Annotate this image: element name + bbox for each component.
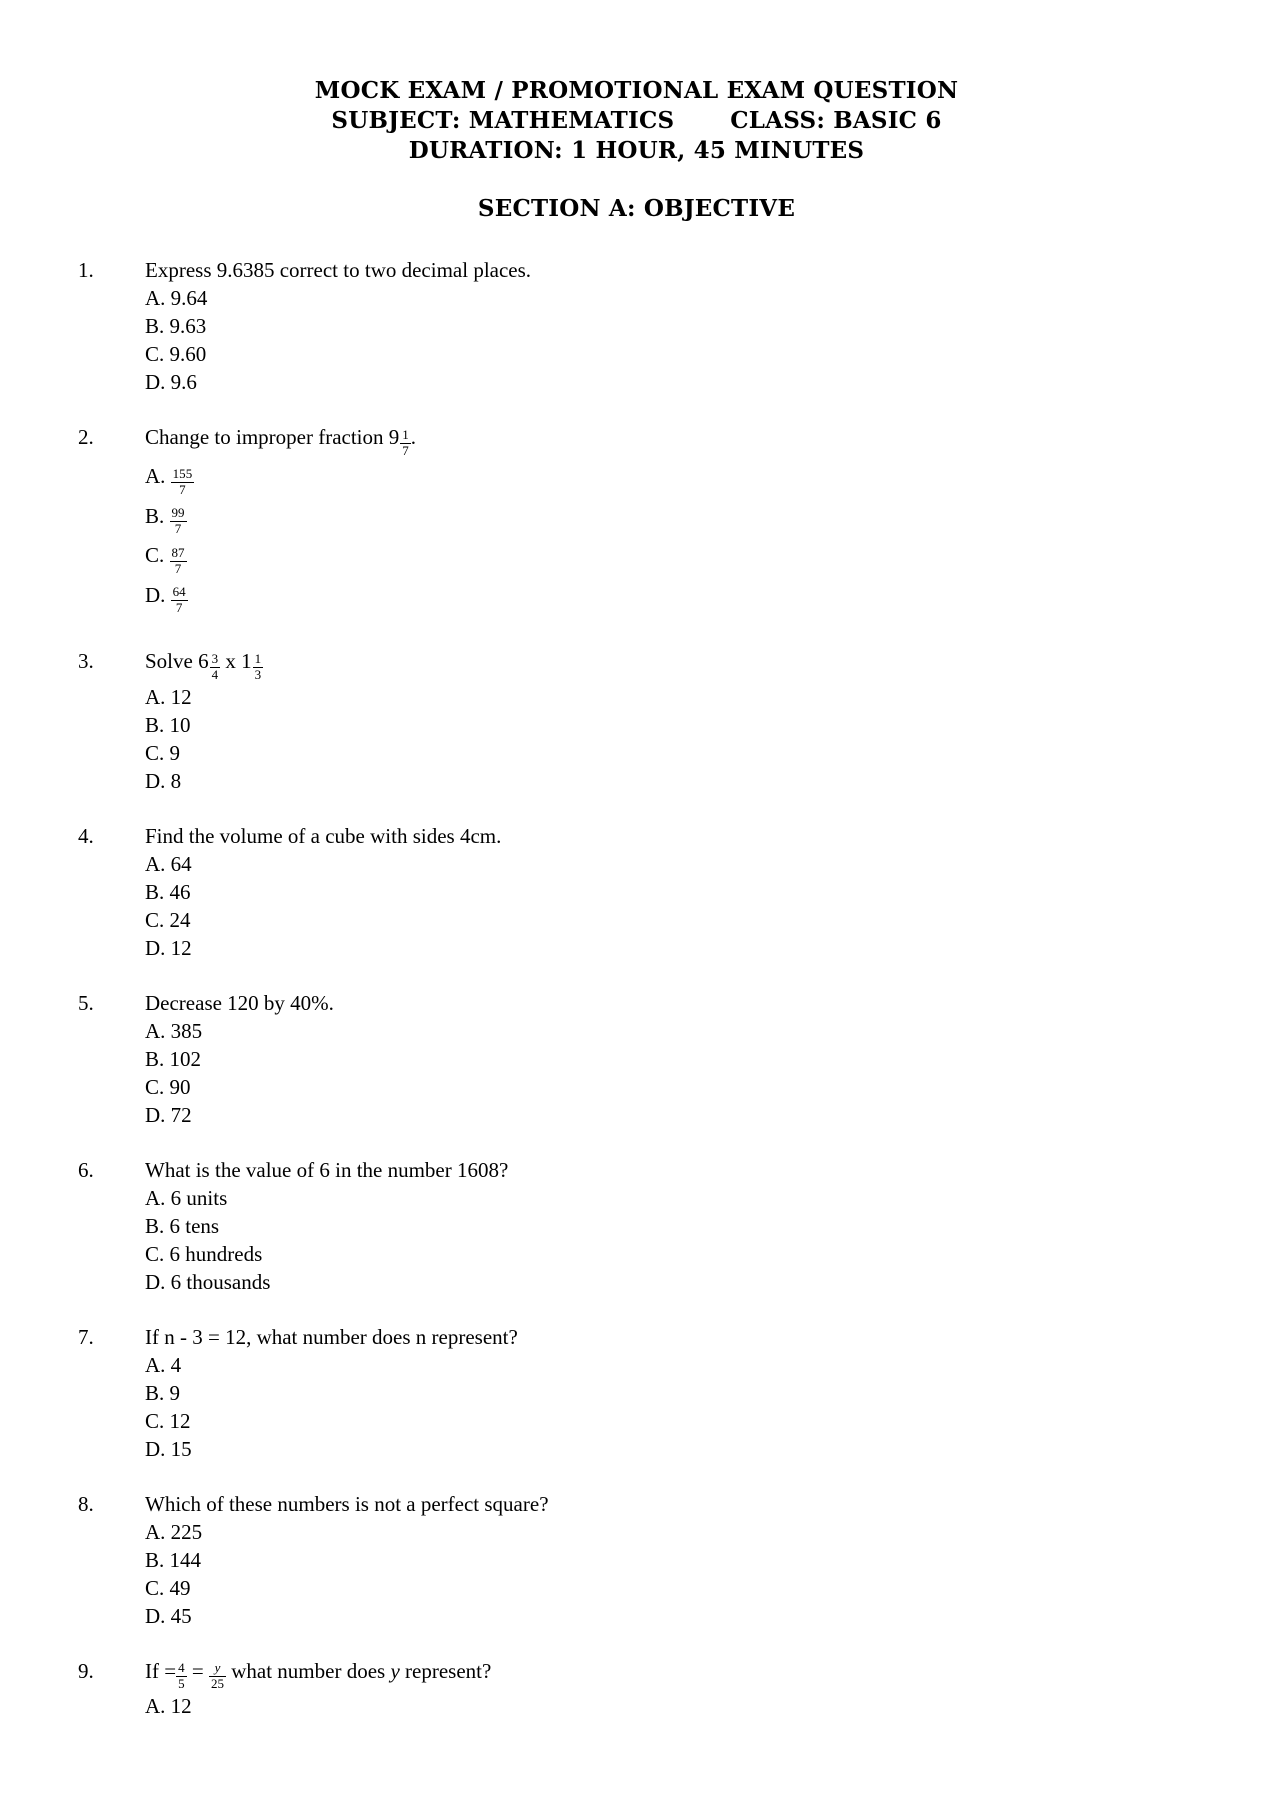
option-label: B. (145, 503, 165, 528)
answer-option: D. 15 (145, 1436, 192, 1461)
fraction (170, 506, 187, 537)
option-label: D. (145, 1603, 166, 1628)
question-number: 8. (78, 1491, 94, 1516)
question (0, 423, 1213, 620)
fraction-denominator: 4 (211, 666, 219, 682)
option-label: B. (145, 1046, 165, 1071)
answer-option: A. 385 (145, 1018, 203, 1043)
option-label: B. (145, 712, 165, 737)
answer-option (145, 541, 1213, 576)
answer-option: A. 225 (145, 1519, 203, 1544)
fraction-numerator: y (214, 1660, 221, 1676)
question-number: 5. (78, 990, 94, 1015)
answer-option: C. 9.60 (145, 342, 207, 366)
question (0, 822, 1213, 962)
option-label: C. (145, 342, 165, 366)
option-label: B. (145, 314, 165, 338)
option-label: C. (145, 740, 165, 765)
mixed-number (241, 649, 263, 682)
option-label: A. (145, 1694, 166, 1719)
question-stem: If n - 3 = 12, what number does n represent? (145, 1324, 518, 1349)
option-label: B. (145, 1213, 165, 1238)
question-number: 2. (78, 425, 94, 449)
whole-number: 1 (241, 649, 252, 674)
fraction (253, 652, 264, 683)
question-body (145, 1323, 1213, 1463)
option-label: A. (145, 464, 166, 489)
answer-option: D. 8 (145, 768, 182, 793)
answer-option: C. 9 (145, 740, 181, 765)
answer-option: C. 6 hundreds (145, 1241, 263, 1266)
question-list (0, 256, 1273, 1720)
fraction-numerator: 87 (171, 544, 185, 560)
answer-option: C. 49 (145, 1575, 191, 1600)
fraction-numerator: 64 (172, 584, 186, 600)
question (0, 1323, 1213, 1463)
fraction (171, 585, 188, 616)
fraction-denominator: 5 (178, 1676, 185, 1692)
class-label: CLASS: BASIC 6 (730, 107, 942, 134)
subject-label: SUBJECT: MATHEMATICS (331, 107, 675, 134)
option-label: B. (145, 879, 165, 904)
variable: y (390, 1658, 400, 1683)
whole-number: 9 (388, 425, 400, 449)
question (0, 1156, 1213, 1296)
fraction-denominator: 7 (402, 442, 409, 458)
mixed-number (388, 425, 411, 458)
question (0, 647, 1213, 794)
option-label: B. (145, 1380, 165, 1405)
answer-option (145, 462, 1213, 497)
option-label: D. (145, 1102, 166, 1127)
answer-option: B. 102 (145, 1046, 202, 1071)
option-label: A. (145, 1185, 166, 1210)
option-label: D. (145, 1269, 166, 1294)
answer-option: D. 9.6 (145, 370, 197, 394)
answer-option: C. 12 (145, 1408, 191, 1433)
answer-option: D. 12 (145, 935, 192, 960)
option-label: A. (145, 684, 166, 709)
fraction-numerator: 99 (171, 505, 185, 521)
answer-option: B. 144 (145, 1547, 202, 1572)
fraction-numerator: 155 (172, 466, 193, 481)
option-label: D. (145, 1436, 166, 1461)
question-body (145, 822, 1213, 962)
option-label: A. (145, 286, 166, 310)
fraction-numerator: 4 (178, 1660, 185, 1676)
question-stem: Which of these numbers is not a perfect square? (145, 1491, 549, 1516)
question-number: 9. (78, 1658, 94, 1683)
fraction-denominator: 25 (210, 1676, 224, 1692)
subject-class-line (0, 106, 1273, 136)
option-label: D. (145, 370, 166, 394)
question-body (145, 423, 1213, 620)
question-stem: Find the volume of a cube with sides 4cm. (145, 823, 502, 848)
fraction (210, 652, 221, 683)
duration-label: DURATION: 1 HOUR, 45 MINUTES (408, 137, 865, 164)
answer-option: B. 9.63 (145, 314, 207, 338)
question-body (145, 1490, 1213, 1630)
fraction (170, 546, 187, 577)
question-stem: Decrease 120 by 40%. (145, 990, 334, 1015)
mixed-number (198, 649, 220, 682)
answer-option: A. 6 units (145, 1185, 228, 1210)
question-number: 6. (78, 1157, 94, 1182)
answer-option (145, 502, 1213, 537)
question (0, 1490, 1213, 1630)
exam-title: MOCK EXAM / PROMOTIONAL EXAM QUESTION (314, 77, 959, 104)
question-number: 3. (78, 649, 94, 674)
fraction (171, 467, 195, 498)
section-title: SECTION A: OBJECTIVE (477, 195, 796, 222)
answer-option (145, 581, 1213, 616)
option-label: A. (145, 851, 166, 876)
question-body (145, 1156, 1213, 1296)
question-stem: Solve 6 $\frac{3}{4}$ x 1 $\frac{1}{3}$ (145, 649, 262, 682)
answer-option: D. 45 (145, 1603, 192, 1628)
question-number: 4. (78, 823, 94, 848)
question-stem: Change to improper fraction 9 $\frac{1}{7}$ . (145, 425, 417, 458)
answer-option: D. 72 (145, 1102, 192, 1127)
option-label: C. (145, 1241, 165, 1266)
option-label: C. (145, 1575, 165, 1600)
answer-option: B. 46 (145, 879, 191, 904)
fraction-numerator: 1 (402, 426, 409, 442)
question-body (145, 1657, 1213, 1720)
fraction (400, 428, 411, 459)
answer-option: B. 10 (145, 712, 191, 737)
question-stem: Express 9.6385 correct to two decimal places. (145, 258, 532, 282)
answer-option: D. 6 thousands (145, 1269, 271, 1294)
whole-number: 6 (198, 649, 209, 674)
question-number: 7. (78, 1324, 94, 1349)
option-label: B. (145, 1547, 165, 1572)
answer-option: A. 64 (145, 851, 192, 876)
option-label: C. (145, 543, 165, 568)
fraction-denominator: 3 (254, 666, 262, 682)
option-label: A. (145, 1519, 166, 1544)
fraction-numerator: 1 (254, 650, 262, 666)
fraction-denominator: 7 (171, 600, 188, 616)
option-label: D. (145, 935, 166, 960)
option-label: C. (145, 1408, 165, 1433)
fraction-denominator: 7 (170, 521, 187, 537)
option-label: C. (145, 1074, 165, 1099)
option-label: D. (145, 582, 166, 607)
fraction-numerator: 3 (211, 650, 219, 666)
option-label: C. (145, 907, 165, 932)
option-label: A. (145, 1018, 166, 1043)
exam-header (0, 0, 1273, 166)
question (0, 256, 1213, 396)
fraction-denominator: 7 (170, 561, 187, 577)
answer-option: A. 4 (145, 1352, 182, 1377)
answer-option: C. 90 (145, 1074, 191, 1099)
option-label: A. (145, 1352, 166, 1377)
question-stem: What is the value of 6 in the number 1608? (145, 1157, 509, 1182)
answer-option: A. 12 (145, 684, 192, 709)
fraction (209, 1661, 226, 1692)
question-body (145, 989, 1213, 1129)
question (0, 989, 1213, 1129)
question-body (145, 647, 1213, 794)
answer-option: A. 9.64 (145, 286, 208, 310)
option-label: D. (145, 768, 166, 793)
fraction (176, 1661, 187, 1692)
answer-option: C. 24 (145, 907, 191, 932)
fraction-denominator: 7 (171, 482, 195, 498)
question-number: 1. (78, 258, 94, 282)
question (0, 1657, 1213, 1720)
answer-option: B. 9 (145, 1380, 181, 1405)
question-stem: If = $\frac{4}{5}$ = $\frac{y}{25}$ what number does y represent? (145, 1658, 492, 1692)
answer-option: A. 12 (145, 1694, 192, 1719)
question-body (145, 256, 1213, 396)
answer-option: B. 6 tens (145, 1213, 220, 1238)
